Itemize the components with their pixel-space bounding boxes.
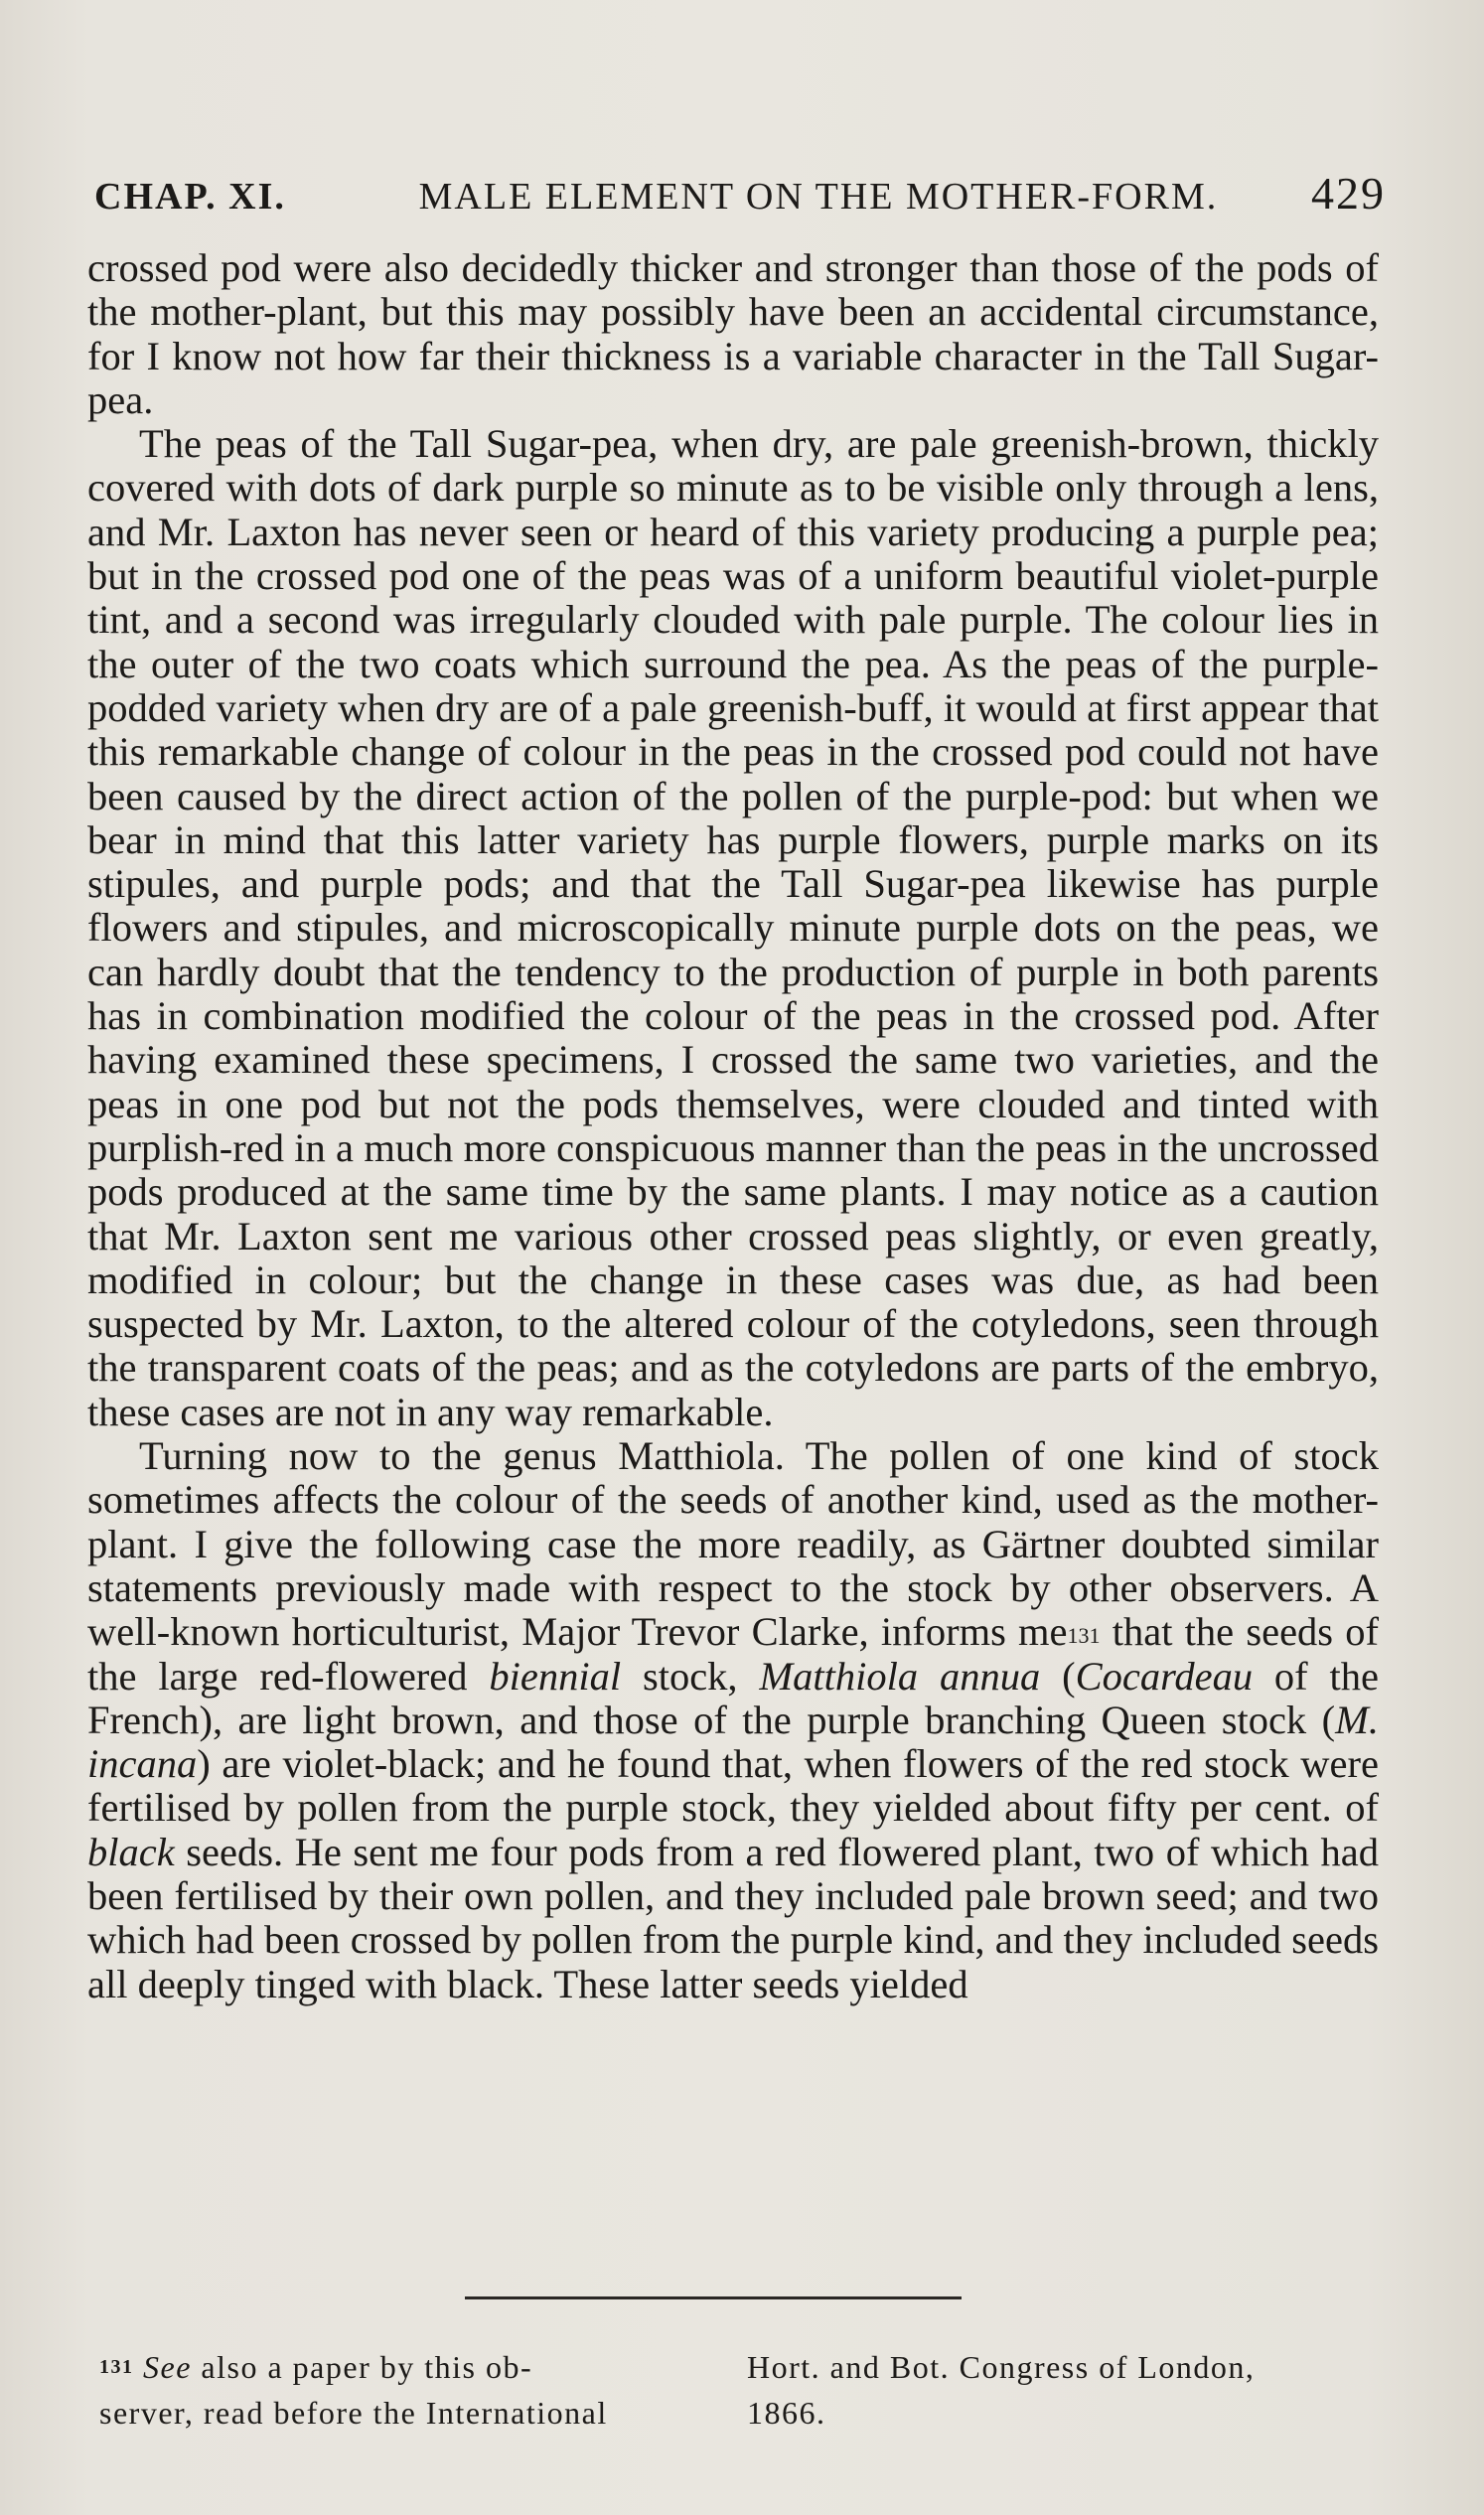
italic-term: black — [87, 1829, 175, 1874]
footnote-line: Hort. and Bot. Congress of London, — [747, 2349, 1256, 2385]
paragraph-continued: crossed pod were also decidedly thicker and stronger than those of the pods of the mother-plant, but this may possibly have been an accidental circumstance, for I know not how far their thickness is a variable character in the Tall Sugar-pea. — [87, 245, 1379, 422]
footnote-divider — [465, 2296, 962, 2299]
text-run: ( — [1040, 1653, 1076, 1699]
text-run: of the French), are light brown, and those of the purple branching Queen stock ( — [87, 1653, 1379, 1742]
text-run: seeds. He sent me four pods from a red flowered plant, two of which had been fertilised by their own pollen, and they included pale brown seed; and two which had been crossed by pollen from the purple kind, and they included seeds all deeply tinged with black. These latter seeds yielded — [87, 1829, 1379, 2006]
footnote-column-right — [747, 2344, 1391, 2436]
footnote-column-left — [99, 2344, 735, 2436]
footnote-line — [99, 2344, 735, 2390]
footnote-see: See — [143, 2349, 192, 2385]
footnote-area — [79, 2344, 1391, 2453]
species-name: M. incana — [87, 1697, 1379, 1787]
footnote-reference[interactable]: 131 — [1067, 1623, 1101, 1649]
chapter-label: CHAP. XI. — [94, 176, 286, 218]
running-header — [94, 167, 1386, 230]
species-name: Matthiola annua — [759, 1653, 1041, 1699]
main-text — [87, 246, 1379, 2006]
italic-term: biennial — [489, 1653, 622, 1699]
italic-term: Cocardeau — [1075, 1653, 1254, 1699]
paragraph-matthiola — [87, 1434, 1379, 2006]
paragraph-sugar-pea: The peas of the Tall Sugar-pea, when dry, are pale greenish-brown, thickly covered with dots of dark purple so minute as to be visible only through a lens, and Mr. Laxton has never seen or heard of this variety producing a purple pea; but in the crossed pod one of the peas was of a uniform beautiful violet-purple tint, and a second was irregularly clouded with pale purple. The colour lies in the outer of the two coats which surround the pea. As the peas of the purple-podded variety when dry are of a pale greenish-buff, it would at first appear that this remarkable change of colour in the peas in the crossed pod could not have been caused by the direct action of the pollen of the purple-pod: but when we bear in mind that this latter variety has purple flowers, purple marks on its stipules, and purple pods; and that the Tall Sugar-pea likewise has purple flowers and stipules, and microscopically minute purple dots on the peas, we can hardly doubt that the tendency to the production of purple in both parents has in combination modified the colour of the peas in the crossed pod. After having examined these specimens, I crossed the same two varieties, and the peas in one pod but not the pods themselves, were clouded and tinted with purplish-red in a much more conspicuous manner than the peas in the uncrossed pods produced at the same time by the same plants. I may notice as a caution that Mr. Laxton sent me various other crossed peas slightly, or even greatly, modified in colour; but the change in these cases was due, as had been suspected by Mr. Laxton, to the altered colour of the cotyledons, seen through the transparent coats of the peas; and as the cotyledons are parts of the embryo, these cases are not in any way remarkable. — [87, 421, 1379, 1434]
text-run: ) are violet-black; and he found that, when flowers of the red stock were fertilised by pollen from the purple stock, they yielded about fifty per cent. of — [87, 1741, 1379, 1831]
footnote-line: server, read before the International — [99, 2395, 608, 2431]
footnote-text: also a paper by this ob- — [191, 2349, 533, 2385]
text-run: that the seeds of the large red-flowered — [87, 1609, 1379, 1699]
running-title: MALE ELEMENT ON THE MOTHER-FORM. — [418, 176, 1219, 218]
text-run: stock, — [621, 1653, 760, 1699]
footnote-number: 131 — [99, 2356, 134, 2378]
footnote-line: 1866. — [747, 2395, 826, 2431]
text-run: Turning now to the genus Matthiola. The pollen of one kind of stock sometimes affects the colour of the seeds of another kind, used as the mother-plant. I give the following case the more readily, as Gärtner doubted similar statements previously made with respect to the stock by other observers. A well-known horticulturist, Major Trevor Clarke, informs me — [87, 1433, 1379, 1655]
page-number: 429 — [1310, 168, 1386, 219]
